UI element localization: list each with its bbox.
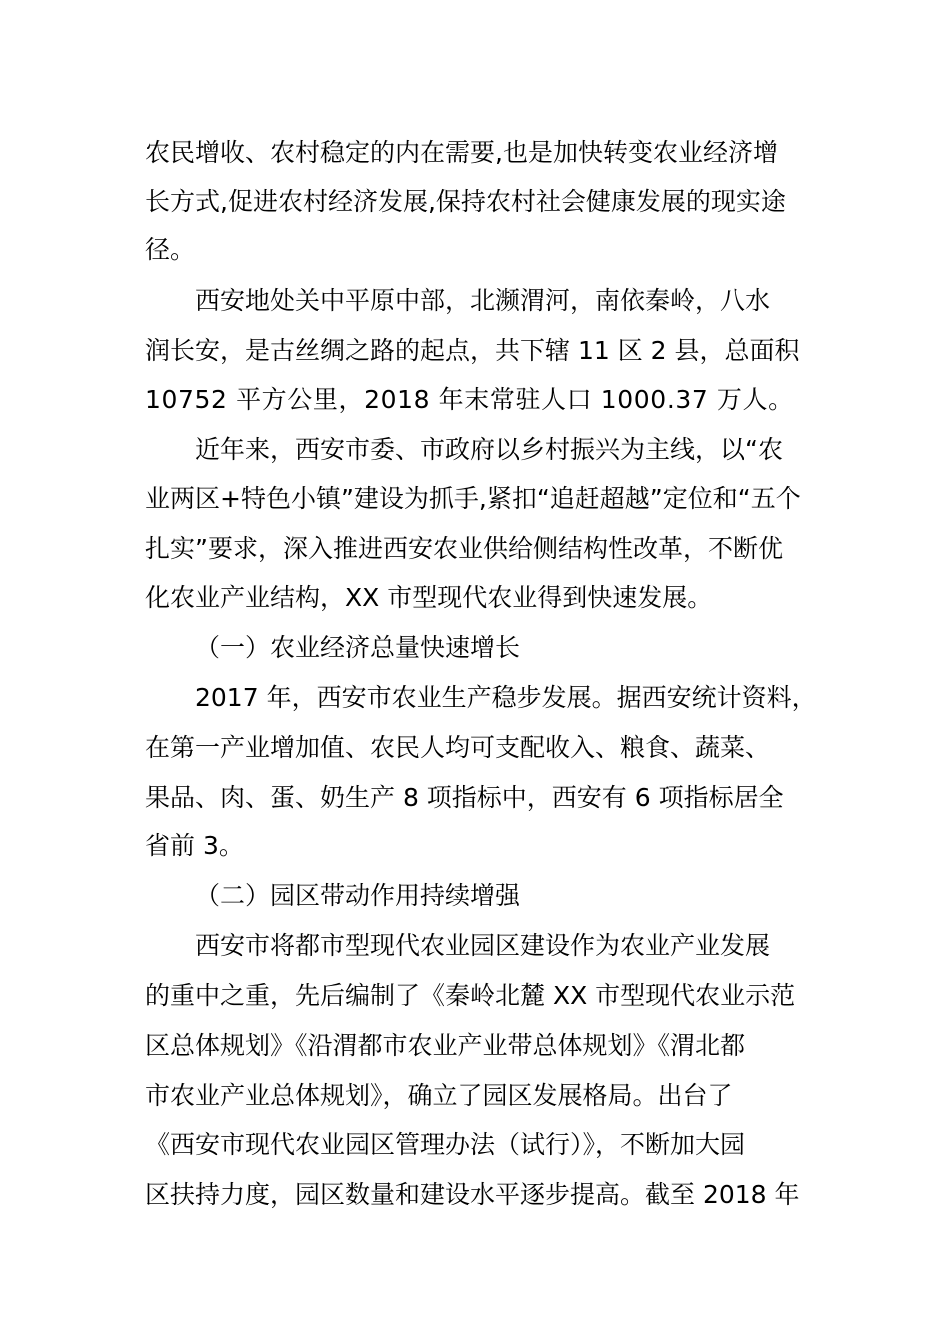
paragraph-5-line-5: 《西安市现代农业园区管理办法（试行）》，不断加大园: [145, 1130, 746, 1159]
paragraph-3-line-3: 扎实”要求，深入推进西安农业供给侧结构性改革，不断优: [145, 534, 783, 563]
paragraph-5-line-2: 的重中之重，先后编制了《秦岭北麓 XX 市型现代农业示范: [145, 981, 796, 1010]
paragraph-1-line-2: 长方式,促进农村经济发展,保持农村社会健康发展的现实途: [145, 187, 786, 216]
paragraph-3-line-4: 化农业产业结构，XX 市型现代农业得到快速发展。: [145, 583, 713, 612]
paragraph-2-line-1: 西安地处关中平原中部，北濒渭河，南依秦岭，八水: [195, 286, 771, 315]
paragraph-5-line-3: 区总体规划》《沿渭都市农业产业带总体规划》《渭北都: [145, 1031, 746, 1060]
paragraph-5-line-1: 西安市将都市型现代农业园区建设作为农业产业发展: [195, 931, 771, 960]
section-heading-1: （一）农业经济总量快速增长: [195, 633, 521, 662]
paragraph-5-line-4: 市农业产业总体规划》，确立了园区发展格局。出台了: [145, 1081, 733, 1110]
paragraph-3-line-1: 近年来，西安市委、市政府以乡村振兴为主线，以“农: [195, 435, 783, 464]
paragraph-4-line-4: 省前 3。: [145, 831, 244, 860]
paragraph-4-line-2: 在第一产业增加值、农民人均可支配收入、粮食、蔬菜、: [145, 733, 771, 762]
paragraph-5-line-6: 区扶持力度，园区数量和建设水平逐步提高。截至 2018 年: [145, 1180, 800, 1209]
paragraph-2-line-2: 润长安，是古丝绸之路的起点，共下辖 11 区 2 县，总面积: [145, 336, 800, 365]
paragraph-2-line-3: 10752 平方公里，2018 年末常驻人口 1000.37 万人。: [145, 385, 794, 414]
paragraph-1-line-3: 径。: [145, 235, 196, 264]
paragraph-3-line-2: 业两区+特色小镇”建设为抓手,紧扣“追赶超越”定位和“五个: [145, 484, 801, 513]
paragraph-1-line-1: 农民增收、农村稳定的内在需要,也是加快转变农业经济增: [145, 138, 778, 167]
section-heading-2: （二）园区带动作用持续增强: [195, 881, 521, 910]
paragraph-4-line-1: 2017 年，西安市农业生产稳步发展。据西安统计资料，: [195, 683, 817, 712]
paragraph-4-line-3: 果品、肉、蛋、奶生产 8 项指标中，西安有 6 项指标居全: [145, 783, 784, 812]
